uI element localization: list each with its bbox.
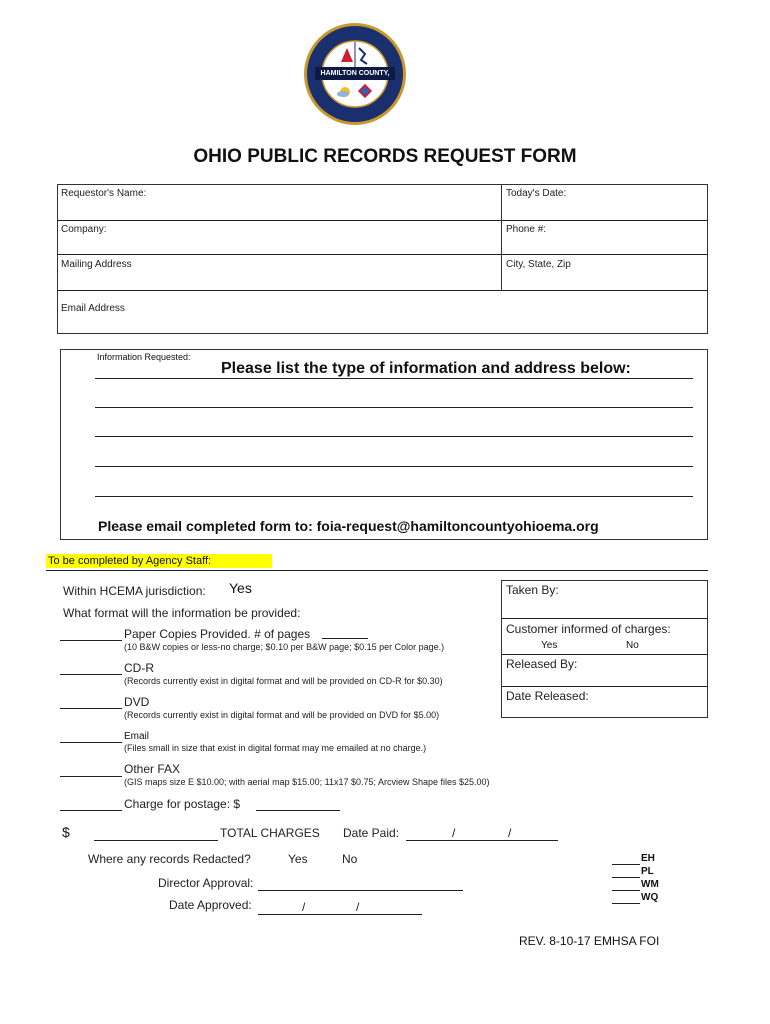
other-fax-note: (GIS maps size E $10.00; with aerial map $15.00; 11x17 $0.75; Arcview Shape files $25.00) <box>124 777 490 787</box>
customer-informed-no[interactable]: No <box>626 640 639 651</box>
revision-note: REV. 8-10-17 EMHSA FOI <box>519 934 660 948</box>
date-released-field[interactable]: Date Released: <box>506 689 589 703</box>
division-codes <box>612 852 672 904</box>
dvd-option[interactable]: DVD <box>124 695 150 709</box>
requestor-info-table <box>57 184 708 334</box>
information-heading: Please list the type of information and address below: <box>221 360 631 377</box>
email-note: (Files small in size that exist in digital format may me emailed at no charge.) <box>124 743 427 753</box>
date-paid-line[interactable] <box>406 840 558 841</box>
info-line-4[interactable] <box>95 466 693 467</box>
code-pl[interactable]: PL <box>641 866 654 877</box>
paper-copies-option[interactable]: Paper Copies Provided. # of pages <box>124 627 311 641</box>
agency-staff-heading: To be completed by Agency Staff: <box>46 554 272 568</box>
date-paid-slash-2: / <box>508 826 512 840</box>
customer-informed-field: Customer informed of charges: <box>506 622 671 636</box>
postage-charge[interactable]: Charge for postage: $ <box>124 797 241 811</box>
info-line-1[interactable] <box>95 378 693 379</box>
county-seal-logo <box>303 22 407 126</box>
customer-informed-yes[interactable]: Yes <box>541 640 558 651</box>
email-instruction: Please email completed form to: foia-request@hamiltoncountyohioema.org <box>98 518 599 534</box>
todays-date-field[interactable]: Today's Date: <box>506 188 567 199</box>
code-wq[interactable]: WQ <box>641 892 659 903</box>
date-approved-slash-2: / <box>356 900 360 914</box>
code-wm[interactable]: WM <box>641 879 659 890</box>
jurisdiction-label: Within HCEMA jurisdiction: <box>63 584 206 598</box>
redacted-no[interactable]: No <box>342 852 358 866</box>
mailing-address-field[interactable]: Mailing Address <box>61 259 132 270</box>
redacted-question: Where any records Redacted? <box>88 852 251 866</box>
total-charges[interactable]: TOTAL CHARGES <box>220 826 320 840</box>
form-title: OHIO PUBLIC RECORDS REQUEST FORM <box>193 146 577 167</box>
info-line-5[interactable] <box>95 496 693 497</box>
other-fax-option[interactable]: Other FAX <box>124 762 181 776</box>
dvd-note: (Records currently exist in digital format and will be provided on DVD for $5.00) <box>124 710 440 720</box>
code-eh[interactable]: EH <box>641 853 655 864</box>
jurisdiction-value[interactable]: Yes <box>229 580 252 596</box>
info-line-2[interactable] <box>95 407 693 408</box>
dollar-sign: $ <box>62 824 70 840</box>
date-paid-label: Date Paid: <box>343 826 400 840</box>
cdr-option[interactable]: CD-R <box>124 661 154 675</box>
date-approved-line[interactable] <box>258 914 422 915</box>
date-approved-slash-1: / <box>302 900 306 914</box>
date-approved-label: Date Approved: <box>169 898 252 912</box>
director-approval-line[interactable] <box>258 890 463 891</box>
company-field[interactable]: Company: <box>61 224 107 235</box>
date-paid-slash-1: / <box>452 826 456 840</box>
information-requested-label: Information Requested: <box>97 352 191 362</box>
email-option[interactable]: Email <box>124 731 150 742</box>
city-state-zip-field[interactable]: City, State, Zip <box>506 259 571 270</box>
director-approval-label: Director Approval: <box>158 876 254 890</box>
info-line-3[interactable] <box>95 436 693 437</box>
paper-copies-note: (10 B&W copies or less-no charge; $0.10 per B&W page; $0.15 per Color page.) <box>124 642 445 652</box>
taken-by-field[interactable]: Taken By: <box>506 583 559 597</box>
requestor-name-field[interactable]: Requestor's Name: <box>61 188 147 199</box>
released-by-field[interactable]: Released By: <box>506 657 578 671</box>
redacted-yes[interactable]: Yes <box>288 852 308 866</box>
cdr-note: (Records currently exist in digital format and will be provided on CD-R for $0.30) <box>124 676 443 686</box>
format-question: What format will the information be provided: <box>63 606 301 620</box>
seal-center-text: HAMILTON COUNTY, OH <box>320 70 390 89</box>
email-address-field[interactable]: Email Address <box>61 303 125 314</box>
phone-field[interactable]: Phone #: <box>506 224 547 235</box>
